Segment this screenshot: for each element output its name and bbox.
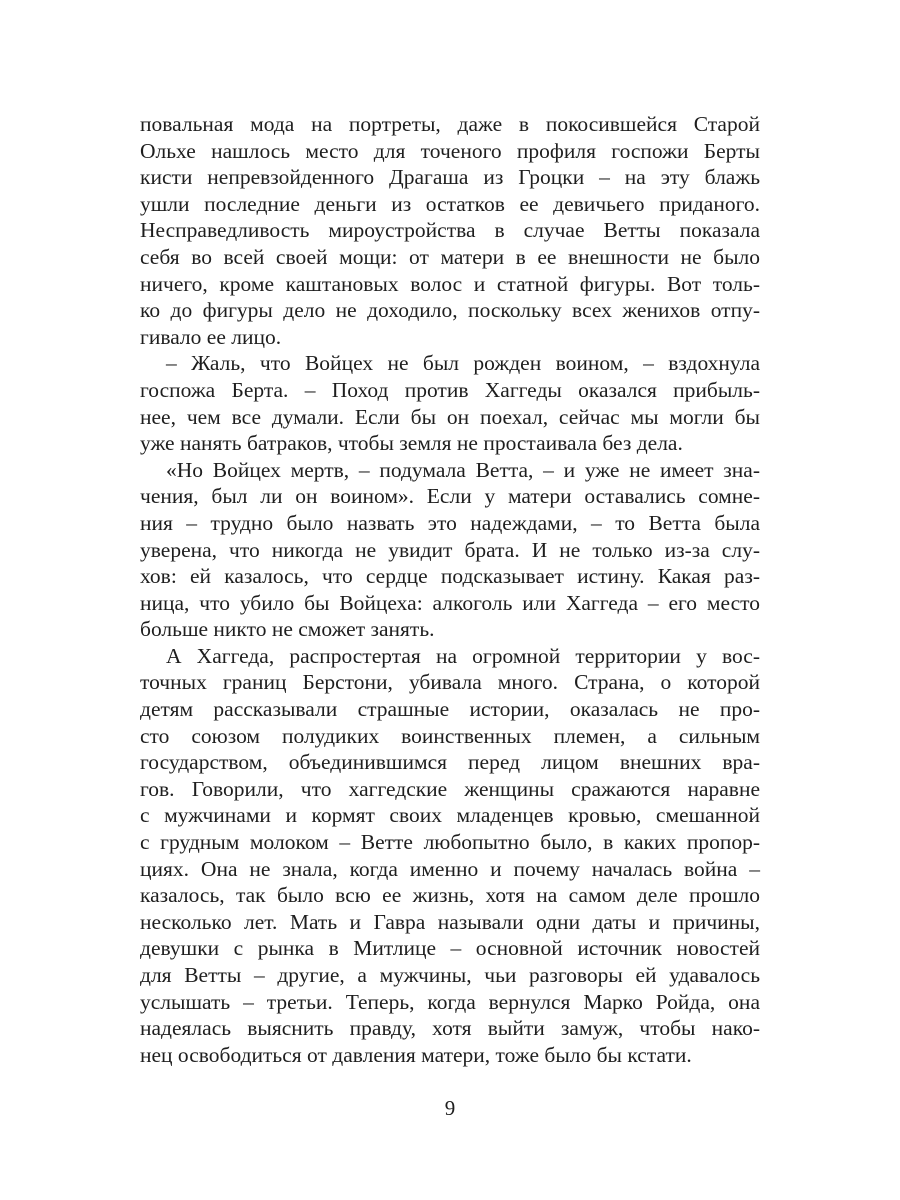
text-line: циях. Она не знала, когда именно и почему началась война – [140,856,760,881]
paragraph [140,643,760,1069]
text-line: – Жаль, что Войцех не был рожден воином, – вздохнула [166,351,760,376]
body-text [140,111,760,1068]
text-line: уже нанять батраков, чтобы земля не простаивала без дела. [140,431,683,456]
text-line: чения, был ли он воином». Если у матери оставались сомне- [140,484,760,509]
text-line: госпожа Берта. – Поход против Хаггеды оказался прибыль- [140,377,760,402]
text-line: А Хаггеда, распростертая на огромной территории у вос- [166,643,760,668]
paragraph [140,111,760,350]
text-line: нее, чем все думали. Если бы он поехал, сейчас мы могли бы [140,404,760,429]
text-line: детям рассказывали страшные истории, оказалась не про- [140,697,760,722]
page-number: 9 [444,1096,456,1120]
text-line: ко до фигуры дело не доходило, поскольку всех женихов отпу- [140,298,760,323]
text-line: больше никто не сможет занять. [140,617,435,642]
text-line: девушки с рынка в Митлице – основной источник новостей [140,936,760,961]
paragraph [140,350,760,456]
text-line: гивало ее лицо. [140,324,282,349]
text-line: государством, объединившимся перед лицом внешних вра- [140,750,760,775]
text-line: себя во всей своей мощи: от матери в ее внешности не было [140,244,760,269]
text-line: гов. Говорили, что хаггедские женщины сражаются наравне [140,776,760,801]
text-line: ния – трудно было назвать это надеждами, – то Ветта была [140,510,760,535]
text-line: несколько лет. Мать и Гавра называли одни даты и причины, [140,909,760,934]
text-line: Несправедливость мироустройства в случае Ветты показала [140,218,760,243]
text-line: для Ветты – другие, а мужчины, чьи разговоры ей удавалось [140,963,760,987]
paragraph [140,457,760,643]
text-line: Ольхе нашлось место для точеного профиля госпожи Берты [140,138,760,163]
text-line: точных границ Берстони, убивала много. Страна, о которой [140,670,760,695]
text-line: уверена, что никогда не увидит брата. И не только из-за слу- [140,537,760,562]
text-line: ушли последние деньги из остатков ее девичьего приданого. [140,191,760,216]
text-line: хов: ей казалось, что сердце подсказывает истину. Какая раз- [140,564,760,589]
text-line: сто союзом полудиких воинственных племен, а сильным [140,723,760,748]
text-line: казалось, так было всю ее жизнь, хотя на самом деле прошло [140,883,760,908]
text-line: ница, что убило бы Войцеха: алкоголь или Хаггеда – его место [140,590,760,615]
text-line: «Но Войцех мертв, – подумала Ветта, – и уже не имеет зна- [166,457,760,482]
text-line: надеялась выяснить правду, хотя выйти замуж, чтобы нако- [140,1016,760,1041]
text-line: с мужчинами и кормят своих младенцев кровью, смешанной [140,803,760,828]
text-line: с грудным молоком – Ветте любопытно было, в каких пропор- [140,830,760,855]
text-line: кисти непревзойденного Драгаша из Гроцки – на эту блажь [140,165,760,190]
text-line: нец освободиться от давления матери, тоже было бы кстати. [140,1042,692,1067]
text-line: услышать – третьи. Теперь, когда вернулся Марко Ройда, она [140,989,760,1014]
text-line: повальная мода на портреты, даже в покосившейся Старой [140,112,760,136]
text-line: ничего, кроме каштановых волос и статной фигуры. Вот толь- [140,271,760,296]
